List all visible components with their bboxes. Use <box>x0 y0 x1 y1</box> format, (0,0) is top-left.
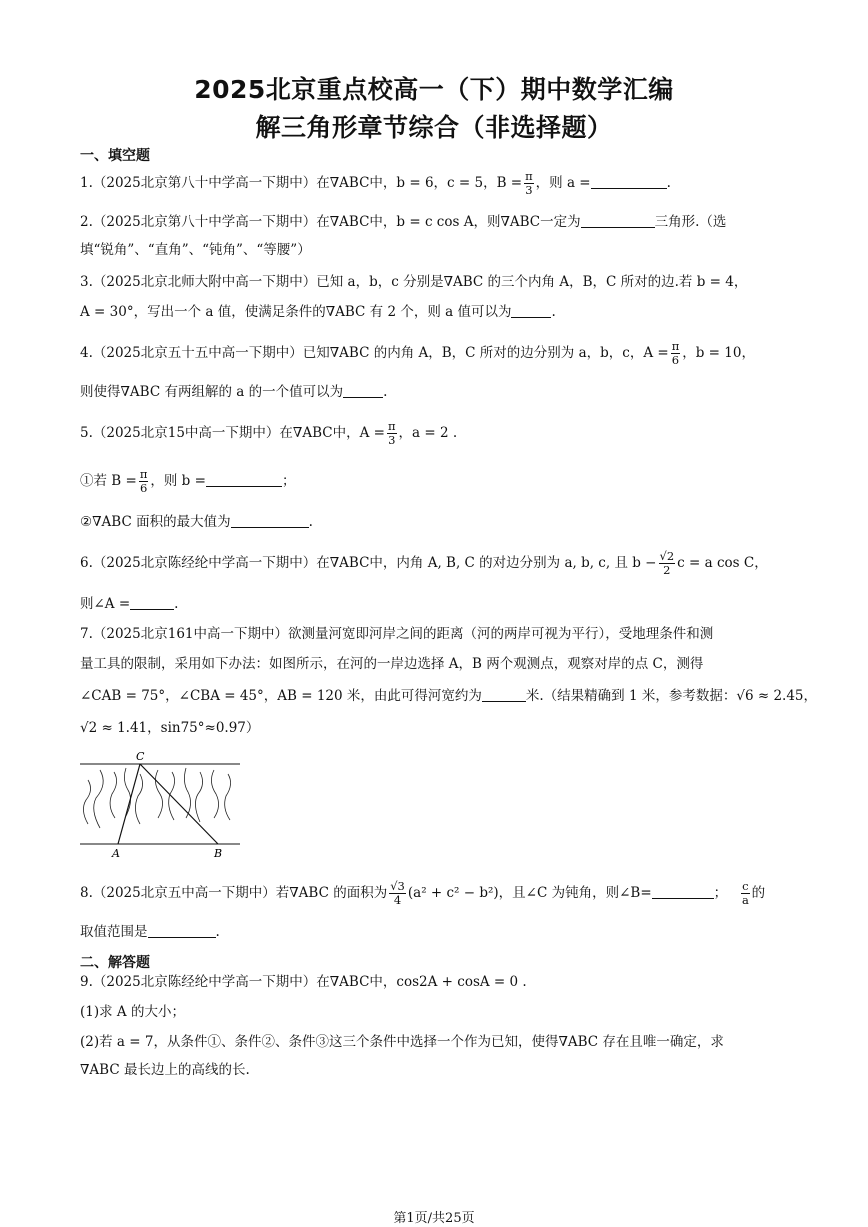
question-6-cont: 则∠A = . <box>80 596 179 612</box>
question-7: 7.（2025北京161中高一下期中）欲测量河宽即河岸之间的距离（河的两岸可视为平行），受地理条件和测 <box>80 626 714 642</box>
question-9-part-2: (2)若 a = 7，从条件①、条件②、条件③这三个条件中选择一个作为已知，使得∇ABC 存在且唯一确定，求 <box>80 1034 724 1050</box>
point-b-label: B <box>214 847 223 860</box>
answer-blank <box>343 383 383 398</box>
page-footer: 第1页/共25页 <box>393 1211 475 1226</box>
question-9: 9.（2025北京陈经纶中学高一下期中）在∇ABC中，cos2A + cosA = 0 . <box>80 974 527 990</box>
question-7-line-3: ∠CAB = 75°，∠CBA = 45°，AB = 120 米，由此可得河宽约为 米.（结果精确到 1 米，参考数据：√6 ≈ 2.45， <box>80 688 817 704</box>
fraction: $\frac{√2}{2}$ <box>659 549 675 577</box>
question-3-cont: A = 30°，写出一个 a 值，使满足条件的∇ABC 有 2 个，则 a 值可以为 . <box>80 304 556 320</box>
answer-blank <box>591 174 667 189</box>
question-4-cont: 则使得∇ABC 有两组解的 a 的一个值可以为 . <box>80 384 388 400</box>
question-3: 3.（2025北京北师大附中高一下期中）已知 a，b，c 分别是∇ABC 的三个内角 A，B，C 所对的边.若 b = 4， <box>80 274 748 290</box>
section-heading-answer: 二、解答题 <box>80 955 150 971</box>
question-7-line-2: 量工具的限制，采用如下办法：如图所示，在河的一岸边选择 A，B 两个观测点，观察对岸的点 C，测得 <box>80 656 704 672</box>
document-title: 2025北京重点校高一（下）期中数学汇编 <box>194 75 674 104</box>
answer-blank <box>130 595 174 610</box>
answer-blank <box>482 687 526 702</box>
fraction: $\frac{c}{a}$ <box>741 879 749 907</box>
river-figure <box>78 750 244 862</box>
document-subtitle: 解三角形章节综合（非选择题） <box>255 113 613 142</box>
question-5-part-2: ②∇ABC 面积的最大值为 . <box>80 514 313 530</box>
fraction: $\frac{\pi}{6}$ <box>139 467 148 495</box>
answer-blank <box>652 884 714 899</box>
question-9-part-1: (1)求 A 的大小； <box>80 1004 185 1020</box>
answer-blank <box>231 513 309 528</box>
question-5: 5.（2025北京15中高一下期中）在∇ABC中，A = $\frac{\pi}{3}$ ，a = 2 . <box>80 419 458 447</box>
answer-blank <box>148 923 216 938</box>
question-1: 1.（2025北京第八十中学高一下期中）在∇ABC中，b = 6，c = 5，B = $\frac{\pi}{3}$ ，则 a = . <box>80 169 671 197</box>
question-7-line-4: √2 ≈ 1.41，sin75°≈0.97） <box>80 720 260 736</box>
fraction: $\frac{\pi}{6}$ <box>671 339 680 367</box>
fraction: $\frac{√3}{4}$ <box>390 879 405 907</box>
question-4: 4.（2025北京五十五中高一下期中）已知∇ABC 的内角 A，B，C 所对的边分别为 a，b，c，A = $\frac{\pi}{6}$ ，b = 10， <box>80 339 755 367</box>
question-8-cont: 取值范围是 . <box>80 924 220 940</box>
fraction: $\frac{\pi}{3}$ <box>387 419 396 447</box>
answer-blank <box>511 303 551 318</box>
question-2: 2.（2025北京第八十中学高一下期中）在∇ABC中，b = c cos A，则∇ABC一定为 三角形.（选 <box>80 214 727 230</box>
question-9-part-2-cont: ∇ABC 最长边上的高线的长. <box>80 1062 250 1078</box>
answer-blank <box>206 472 282 487</box>
fraction: $\frac{\pi}{3}$ <box>525 169 533 197</box>
question-6: 6.（2025北京陈经纶中学高一下期中）在∇ABC中，内角 A, B, C 的对边分别为 a, b, c, 且 b − $\frac{√2}{2}$ c = a cos C， <box>80 549 768 577</box>
point-c-label: C <box>136 750 145 763</box>
question-8: 8.（2025北京五中高一下期中）若∇ABC 的面积为 $\frac{√3}{4}$ (a² + c² − b²)，且∠C 为钝角，则∠B= ； $\frac{c}{a}$ 的 <box>80 879 766 907</box>
section-heading-fill: 一、填空题 <box>80 148 150 164</box>
point-a-label: A <box>112 847 120 860</box>
answer-blank <box>581 213 655 228</box>
question-5-part-1: ①若 B = $\frac{\pi}{6}$ ，则 b = ； <box>80 467 296 495</box>
question-2-cont: 填“锐角”、“直角”、“钝角”、“等腰”） <box>80 242 311 258</box>
